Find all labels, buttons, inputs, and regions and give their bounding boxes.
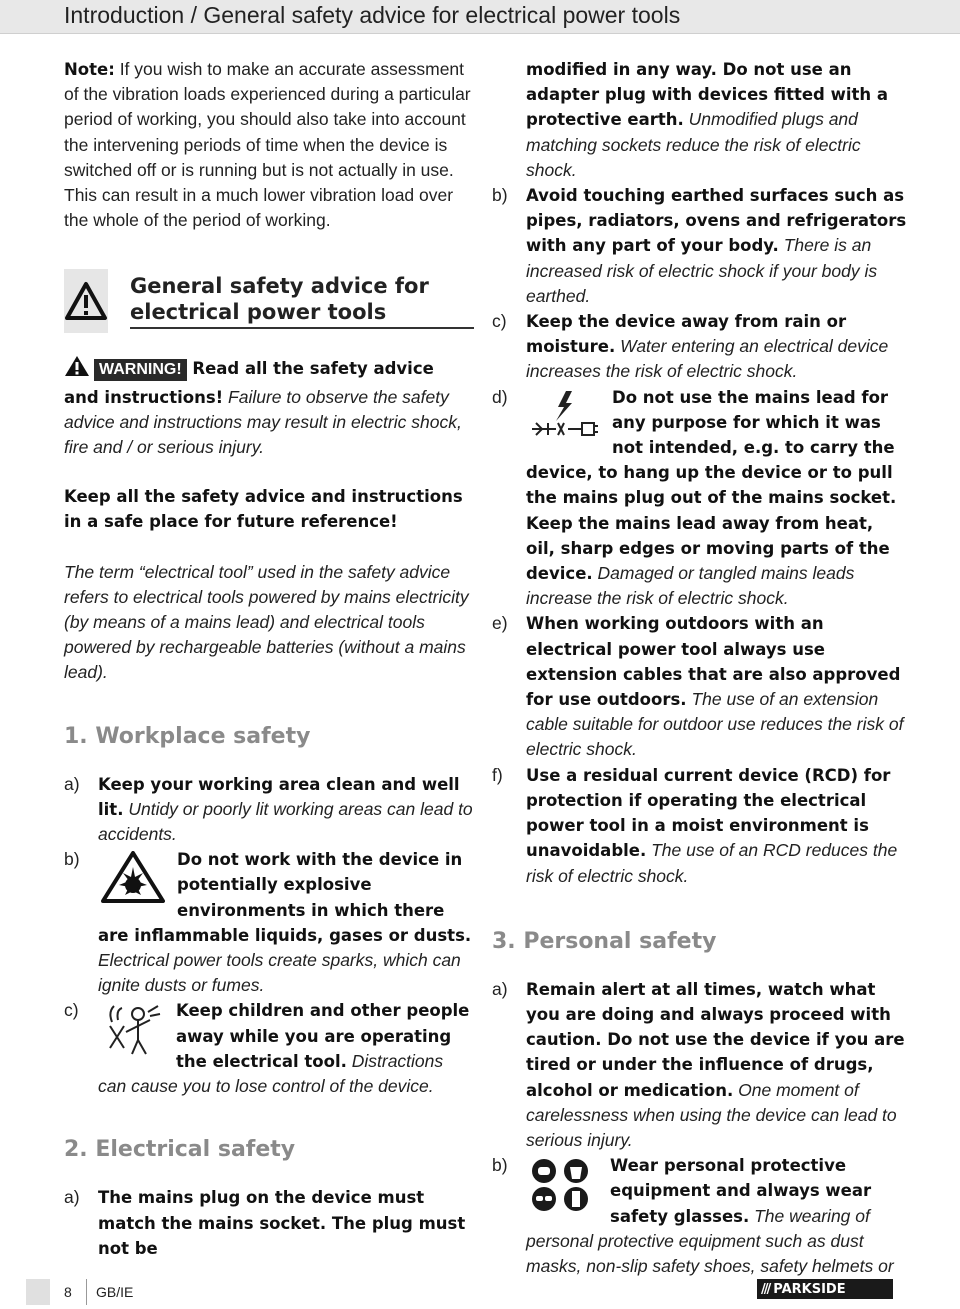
item-text: Electrical power tools create sparks, which can ignite dusts or fumes. xyxy=(98,950,461,996)
item-text: The use of an extension cable suitable for outdoor use reduces the risk of electric shock. xyxy=(526,689,904,760)
keep-instructions-text: Keep all the safety advice and instructions in a safe place for future reference! xyxy=(64,487,463,532)
list-item xyxy=(64,998,474,1099)
item-label: b) xyxy=(492,185,508,206)
item-label: c) xyxy=(64,1000,79,1021)
warning-bold-text: Read all the safety advice and instructions! xyxy=(64,359,434,407)
language-code: GB/IE xyxy=(96,1284,134,1300)
left-column xyxy=(64,57,474,1261)
warning-paragraph xyxy=(64,355,474,460)
item-bold: Remain alert at all times, watch what you are doing and always proceed with caution. Do not use the device if you are tired or under the influence of drugs, alcohol or medication. xyxy=(526,979,905,1100)
item-text: Untidy or poorly lit working areas can lead to accidents. xyxy=(98,798,473,845)
page-title: Introduction / General safety advice for electrical power tools xyxy=(64,2,681,28)
item-label: a) xyxy=(64,773,80,794)
item-text: Unmodified plugs and matching sockets reduce the risk of electric shock. xyxy=(526,109,861,180)
item-bold-start: The mains plug on the device must match the mains socket. The plug must not be xyxy=(98,1188,466,1258)
electrical-safety-title: 2. Electrical safety xyxy=(64,1137,296,1163)
item-label: c) xyxy=(492,311,507,332)
item-text: Distractions can cause you to lose control of the device. xyxy=(98,1050,444,1097)
personal-safety-list xyxy=(492,977,907,1279)
item-text: The wearing of personal protective equipment such as dust masks, non-slip safety shoes, safety helmets or xyxy=(526,1205,894,1276)
electrical-safety-list-part1 xyxy=(64,1185,474,1261)
general-safety-heading xyxy=(64,269,474,333)
item-label: a) xyxy=(492,978,508,999)
parkside-logo xyxy=(757,1279,893,1299)
list-item xyxy=(492,611,907,762)
item-label: b) xyxy=(64,849,80,870)
workplace-safety-list xyxy=(64,772,474,1100)
workplace-safety-title: 1. Workplace safety xyxy=(64,723,311,749)
list-item xyxy=(492,385,907,612)
item-bold-continued: modified in any way. Do not use an adapter plug with devices fitted with a protective earth. xyxy=(526,60,889,130)
small-warning-icon xyxy=(64,355,90,384)
right-column xyxy=(492,57,907,1279)
explosion-hazard-icon xyxy=(101,851,165,910)
note-text: If you wish to make an accurate assessment of the vibration loads experienced during a particular period of working, you should also take into account the intervening periods of time when the device is switched off or is running but is not actually in use. This can result in a much lower vibration load over the whole of the period of working. xyxy=(64,59,471,231)
personal-safety-title: 3. Personal safety xyxy=(492,928,717,954)
list-item xyxy=(492,309,907,385)
warning-text: Failure to observe the safety advice and instructions may result in electric shock, fire and / or serious injury. xyxy=(64,386,462,458)
list-item xyxy=(492,763,907,889)
list-item xyxy=(492,977,907,1153)
item-bold: Do not use the mains lead for any purpose for which it was not intended, e.g. to carry the device, to hang up the device or to pull the mains plug out of the mains socket. Keep the mains lead away from heat, oil, sharp edges or moving parts of the device. xyxy=(526,387,897,584)
item-text: One moment of carelessness when using the device can lead to serious injury. xyxy=(526,1079,897,1150)
item-label: b) xyxy=(492,1155,508,1176)
item-text: Damaged or tangled mains leads increase the risk of electric shock. xyxy=(526,563,855,609)
item-bold: Keep your working area clean and well lit. xyxy=(98,774,460,819)
footer-box xyxy=(26,1279,50,1305)
keep-away-icon xyxy=(104,1002,164,1065)
note-paragraph xyxy=(64,57,474,233)
list-item xyxy=(64,847,474,998)
page-number: 8 xyxy=(64,1284,72,1300)
item-bold: Do not work with the device in potentially explosive environments in which there are inflammable liquids, gases or dusts. xyxy=(98,850,472,945)
item-text: There is an increased risk of electric shock if your body is earthed. xyxy=(526,235,878,306)
general-safety-title: General safety advice for electrical power tools xyxy=(130,273,474,329)
item-text: Water entering an electrical device increases the risk of electric shock. xyxy=(526,336,889,382)
list-item-continued xyxy=(492,57,907,183)
list-item xyxy=(492,183,907,309)
item-label: f) xyxy=(492,764,503,785)
item-bold: Wear personal protective equipment and always wear safety glasses. xyxy=(610,1156,872,1226)
item-text: The use of an RCD reduces the risk of electric shock. xyxy=(526,840,898,886)
list-item xyxy=(492,1153,907,1279)
ppe-icon xyxy=(528,1157,598,1220)
logo-slashes: /// xyxy=(761,1281,770,1297)
item-label: a) xyxy=(64,1187,80,1208)
item-label: d) xyxy=(492,386,508,407)
item-bold: Keep the device away from rain or moisture. xyxy=(526,312,847,357)
list-item xyxy=(64,1185,474,1261)
page-header xyxy=(0,0,960,34)
footer-divider xyxy=(86,1279,87,1305)
item-bold: Avoid touching earthed surfaces such as pipes, radiators, ovens and refrigerators with any part of your body. xyxy=(526,186,907,256)
item-label: e) xyxy=(492,613,508,634)
warning-badge: WARNING! xyxy=(94,359,187,381)
item-bold: Keep children and other people away while you are operating the electrical tool. xyxy=(176,1001,470,1071)
item-bold: Use a residual current device (RCD) for protection if operating the electrical power tool in a moist environment is unavoidable. xyxy=(526,765,891,861)
list-item xyxy=(64,772,474,848)
note-label: Note: xyxy=(64,60,115,79)
term-definition-text: The term “electrical tool” used in the safety advice refers to electrical tools powered by mains electricity (by means of a mains lead) and electrical tools powered by rechargeable batteries (without a mains lead). xyxy=(64,561,469,683)
warning-triangle-icon xyxy=(64,269,108,333)
logo-text: PARKSIDE xyxy=(773,1281,846,1297)
item-bold: When working outdoors with an electrical power tool always use extension cables that are also approved for use outdoors. xyxy=(526,614,901,710)
damaged-cable-icon xyxy=(528,389,600,452)
